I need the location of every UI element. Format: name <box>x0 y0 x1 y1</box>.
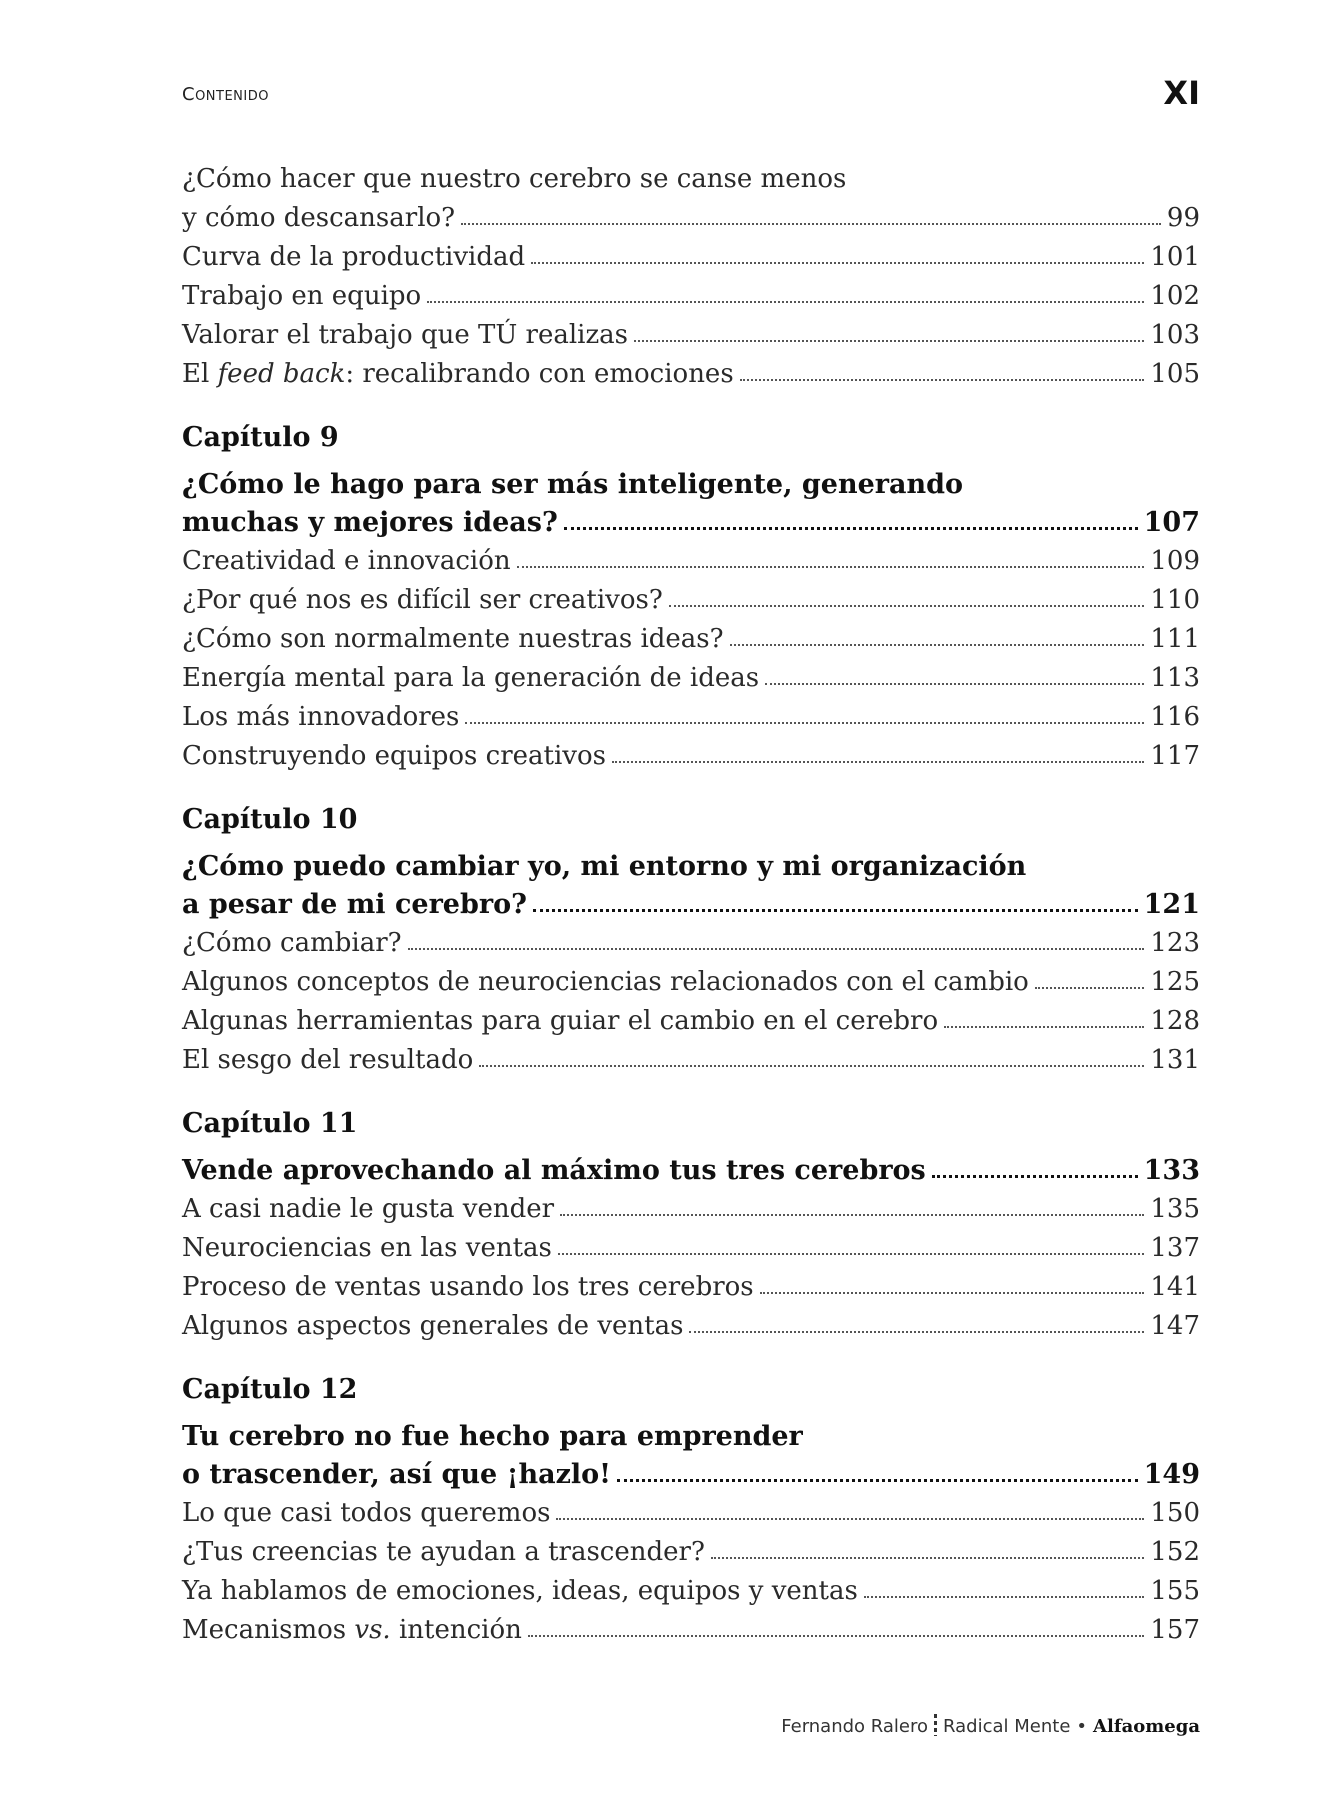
dot-leader <box>533 909 1138 912</box>
dot-leader <box>1035 987 1145 989</box>
dot-leader <box>558 1253 1144 1255</box>
chapter-label: Capítulo 11 <box>182 1108 358 1139</box>
dot-leader <box>634 340 1144 342</box>
toc-entry[interactable] <box>182 737 1200 776</box>
toc-entry[interactable] <box>182 277 1200 316</box>
running-head <box>182 74 1200 118</box>
dot-leader <box>711 1557 1144 1559</box>
toc-entry[interactable] <box>182 1229 1200 1268</box>
toc-entry-label: A casi nadie le gusta vender <box>182 1194 555 1224</box>
toc-entry[interactable] <box>182 238 1200 277</box>
toc-entry-label: Ya hablamos de emociones, ideas, equipos y ventas <box>182 1576 858 1606</box>
chapter-label: Capítulo 9 <box>182 422 339 453</box>
toc-entry[interactable] <box>182 581 1200 620</box>
dot-leader <box>461 223 1161 225</box>
toc-entry-label: y cómo descansarlo? <box>182 203 456 233</box>
toc-entry-label: Construyendo equipos creativos <box>182 741 606 771</box>
dot-leader <box>528 1635 1144 1637</box>
chapter-page: 149 <box>1143 1459 1200 1490</box>
dot-leader <box>760 1292 1145 1294</box>
toc-entry-page: 150 <box>1150 1498 1200 1528</box>
toc-entry[interactable] <box>182 1533 1200 1572</box>
page-number: XI <box>1163 74 1200 112</box>
footer-author: Fernando Ralero <box>781 1716 929 1737</box>
section-label: Contenido <box>182 84 269 105</box>
chapter-title-line1: ¿Cómo le hago para ser más inteligente, generando <box>182 469 963 500</box>
toc-entry[interactable] <box>182 1041 1200 1080</box>
toc-entry-label-italic: vs. <box>354 1615 391 1645</box>
footer-book-title: Radical Mente <box>943 1716 1071 1737</box>
chapter-title-entry[interactable] <box>182 1456 1200 1494</box>
toc-entry-label: Curva de la productividad <box>182 242 526 272</box>
dot-leader <box>560 1214 1144 1216</box>
toc-entry-page: 111 <box>1150 624 1200 654</box>
toc-entry-page: 109 <box>1150 546 1200 576</box>
toc-entry-label <box>182 1611 522 1650</box>
toc-entry[interactable] <box>182 199 1200 238</box>
toc-entry-page: 123 <box>1150 928 1200 958</box>
toc-entry-label: Algunas herramientas para guiar el cambio en el cerebro <box>182 1006 939 1036</box>
toc-entry-label <box>182 355 734 394</box>
dot-leader <box>932 1175 1138 1178</box>
toc-entry-page: 128 <box>1150 1006 1200 1036</box>
toc-entry[interactable] <box>182 963 1200 1002</box>
toc-entry-label: ¿Cómo cambiar? <box>182 928 402 958</box>
toc-entry-page: 131 <box>1150 1045 1200 1075</box>
dot-leader <box>740 379 1145 381</box>
toc-entry-label: ¿Tus creencias te ayudan a trascender? <box>182 1537 705 1567</box>
toc-entry-label: Creatividad e innovación <box>182 546 511 576</box>
dot-leader <box>517 566 1145 568</box>
toc-entry-label: ¿Cómo son normalmente nuestras ideas? <box>182 624 724 654</box>
toc-entry[interactable] <box>182 1611 1200 1650</box>
footer-bullet: • <box>1076 1716 1088 1737</box>
toc-entry-page: 137 <box>1150 1233 1200 1263</box>
page-footer <box>781 1714 1200 1737</box>
toc-entry[interactable] <box>182 659 1200 698</box>
dot-leader <box>531 262 1144 264</box>
chapter-title-entry[interactable] <box>182 886 1200 924</box>
toc-entry-label-rest: : recalibrando con emociones <box>345 359 734 389</box>
toc-entry-page: 116 <box>1150 702 1200 732</box>
dot-leader <box>864 1596 1145 1598</box>
toc-entry[interactable] <box>182 620 1200 659</box>
dot-leader <box>564 527 1138 530</box>
toc-entry-page: 152 <box>1150 1537 1200 1567</box>
toc-entry-label-rest: intención <box>390 1615 522 1645</box>
dot-leader <box>617 1479 1138 1482</box>
toc-entry-page: 147 <box>1150 1311 1200 1341</box>
chapter-page: 121 <box>1143 889 1200 920</box>
chapter-title-line2: muchas y mejores ideas? <box>182 507 558 538</box>
toc-entry-page: 99 <box>1166 203 1200 233</box>
toc-entry-page: 141 <box>1150 1272 1200 1302</box>
toc-entry-line1: ¿Cómo hacer que nuestro cerebro se canse menos <box>182 164 847 194</box>
chapter-title-line1: Tu cerebro no fue hecho para emprender <box>182 1421 803 1452</box>
toc-entry-page: 101 <box>1150 242 1200 272</box>
toc-entry[interactable] <box>182 1268 1200 1307</box>
toc-entry-label: Proceso de ventas usando los tres cerebros <box>182 1272 754 1302</box>
toc-entry-label: Los más innovadores <box>182 702 460 732</box>
toc-entry[interactable] <box>182 698 1200 737</box>
dot-leader <box>689 1331 1144 1333</box>
toc-entry[interactable] <box>182 355 1200 394</box>
toc-entry-label: Lo que casi todos queremos <box>182 1498 551 1528</box>
toc-entry-label: Energía mental para la generación de ideas <box>182 663 760 693</box>
dot-leader <box>479 1065 1144 1067</box>
dot-leader <box>612 761 1144 763</box>
toc-entry-label: ¿Por qué nos es difícil ser creativos? <box>182 585 663 615</box>
toc-entry[interactable] <box>182 1190 1200 1229</box>
toc-entry[interactable] <box>182 1572 1200 1611</box>
toc-entry-page: 113 <box>1150 663 1200 693</box>
chapter-title-entry[interactable] <box>182 1152 1200 1190</box>
toc-entry-label: Valorar el trabajo que TÚ realizas <box>182 320 628 350</box>
table-of-contents <box>182 160 1200 1650</box>
dot-leader <box>427 301 1144 303</box>
chapter-title-line1: ¿Cómo puedo cambiar yo, mi entorno y mi organización <box>182 851 1027 882</box>
toc-entry-page: 103 <box>1150 320 1200 350</box>
dot-leader <box>408 948 1145 950</box>
dot-leader <box>465 722 1144 724</box>
toc-entry[interactable] <box>182 1002 1200 1041</box>
toc-entry-page: 102 <box>1150 281 1200 311</box>
chapter-page: 133 <box>1143 1155 1200 1186</box>
toc-entry-label: Trabajo en equipo <box>182 281 422 311</box>
dot-leader <box>730 644 1145 646</box>
toc-entry[interactable] <box>182 924 1200 963</box>
dot-leader <box>765 683 1144 685</box>
toc-entry-label: El sesgo del resultado <box>182 1045 474 1075</box>
toc-entry-page: 157 <box>1150 1615 1200 1645</box>
toc-entry-page: 117 <box>1150 741 1200 771</box>
chapter-label: Capítulo 12 <box>182 1374 358 1405</box>
toc-entry[interactable] <box>182 542 1200 581</box>
toc-entry-page: 110 <box>1150 585 1200 615</box>
toc-entry-label-italic: feed back <box>217 359 346 389</box>
toc-entry-label: Algunos conceptos de neurociencias relacionados con el cambio <box>182 967 1029 997</box>
chapter-title-line2: a pesar de mi cerebro? <box>182 889 527 920</box>
dot-leader <box>556 1518 1144 1520</box>
toc-entry-page: 155 <box>1150 1576 1200 1606</box>
toc-entry-page: 135 <box>1150 1194 1200 1224</box>
footer-separator <box>934 1714 937 1736</box>
toc-entry-label: Algunos aspectos generales de ventas <box>182 1311 684 1341</box>
toc-entry-page: 125 <box>1150 967 1200 997</box>
toc-entry[interactable] <box>182 316 1200 355</box>
toc-entry-label: Neurociencias en las ventas <box>182 1233 552 1263</box>
toc-entry-page: 105 <box>1150 359 1200 389</box>
chapter-title-line2: o trascender, así que ¡hazlo! <box>182 1459 612 1490</box>
chapter-label: Capítulo 10 <box>182 804 358 835</box>
dot-leader <box>669 605 1145 607</box>
toc-entry-label-prefix: Mecanismos <box>182 1615 355 1645</box>
chapter-page: 107 <box>1143 507 1200 538</box>
toc-entry[interactable] <box>182 1307 1200 1346</box>
chapter-title-line2: Vende aprovechando al máximo tus tres cerebros <box>182 1155 926 1186</box>
footer-publisher: Alfaomega <box>1093 1716 1200 1737</box>
dot-leader <box>944 1026 1144 1028</box>
toc-entry[interactable] <box>182 1494 1200 1533</box>
chapter-title-entry[interactable] <box>182 504 1200 542</box>
toc-entry-label-prefix: El <box>182 359 218 389</box>
